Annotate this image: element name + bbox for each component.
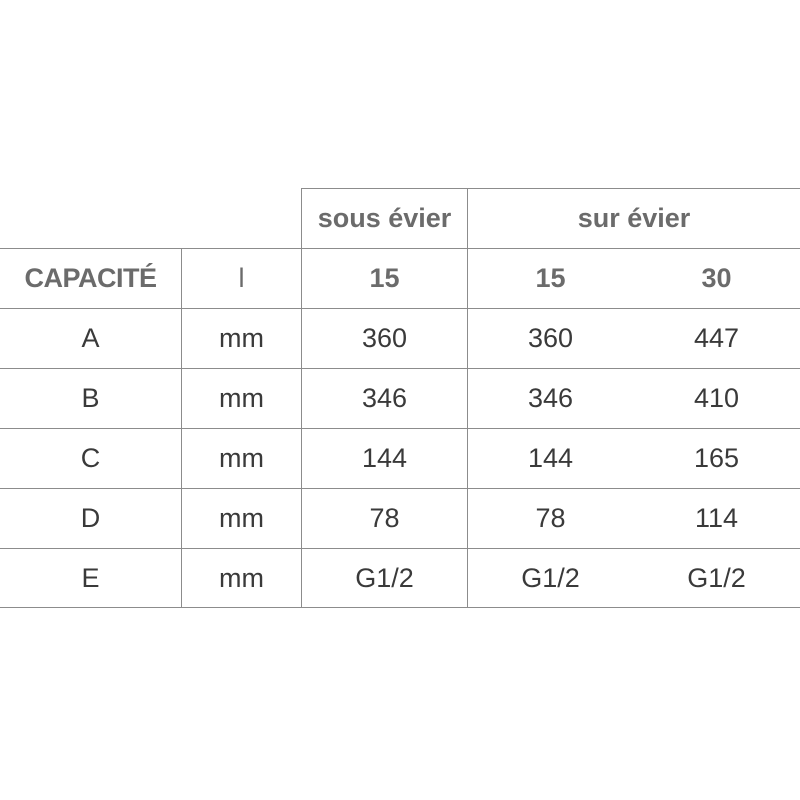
table-row — [0, 488, 800, 548]
row-divider — [0, 308, 800, 309]
capacity-header-row — [0, 248, 800, 308]
cell-value: 78 — [301, 488, 467, 548]
row-unit: mm — [181, 488, 301, 548]
cell-value: 360 — [467, 308, 633, 368]
cell-value: 114 — [694, 502, 739, 533]
table-row — [0, 548, 800, 608]
cell-value: 165 — [693, 442, 740, 473]
group-header-sous-evier: sous évier — [301, 188, 467, 248]
capacity-value: 15 — [301, 248, 467, 308]
table-row — [0, 368, 800, 428]
top-border — [301, 188, 800, 189]
row-divider — [0, 248, 800, 249]
cell-value: 360 — [301, 308, 467, 368]
row-unit: mm — [181, 308, 301, 368]
row-label: C — [80, 442, 101, 473]
cell-value: G1/2 — [467, 548, 633, 608]
row-unit: mm — [181, 548, 301, 608]
row-divider — [0, 368, 800, 369]
empty-cell — [181, 188, 301, 248]
table-row — [0, 308, 800, 368]
empty-cell — [0, 188, 181, 248]
cell-value: 144 — [301, 428, 467, 488]
row-unit: mm — [181, 368, 301, 428]
capacity-unit: l — [181, 248, 301, 308]
row-label: D — [80, 502, 101, 533]
cell-value: 346 — [301, 368, 467, 428]
spec-table — [0, 188, 800, 608]
row-unit: mm — [181, 428, 301, 488]
row-divider — [0, 488, 800, 489]
row-label: A — [81, 322, 100, 353]
cell-value: 447 — [693, 322, 740, 353]
capacity-value: 30 — [701, 262, 732, 293]
cell-value: 78 — [467, 488, 633, 548]
group-header-sur-evier: sur évier — [467, 188, 800, 248]
cell-value: G1/2 — [687, 562, 746, 593]
row-label: E — [81, 562, 100, 593]
cell-value: 144 — [467, 428, 633, 488]
row-divider — [0, 428, 800, 429]
cell-value: 410 — [693, 382, 740, 413]
cell-value: G1/2 — [301, 548, 467, 608]
bottom-border — [0, 607, 800, 608]
capacity-label: CAPACITÉ — [24, 262, 157, 293]
group-header-row — [0, 188, 800, 248]
table-row — [0, 428, 800, 488]
cell-value: 346 — [467, 368, 633, 428]
row-divider — [0, 548, 800, 549]
row-label: B — [81, 382, 100, 413]
capacity-value: 15 — [467, 248, 633, 308]
